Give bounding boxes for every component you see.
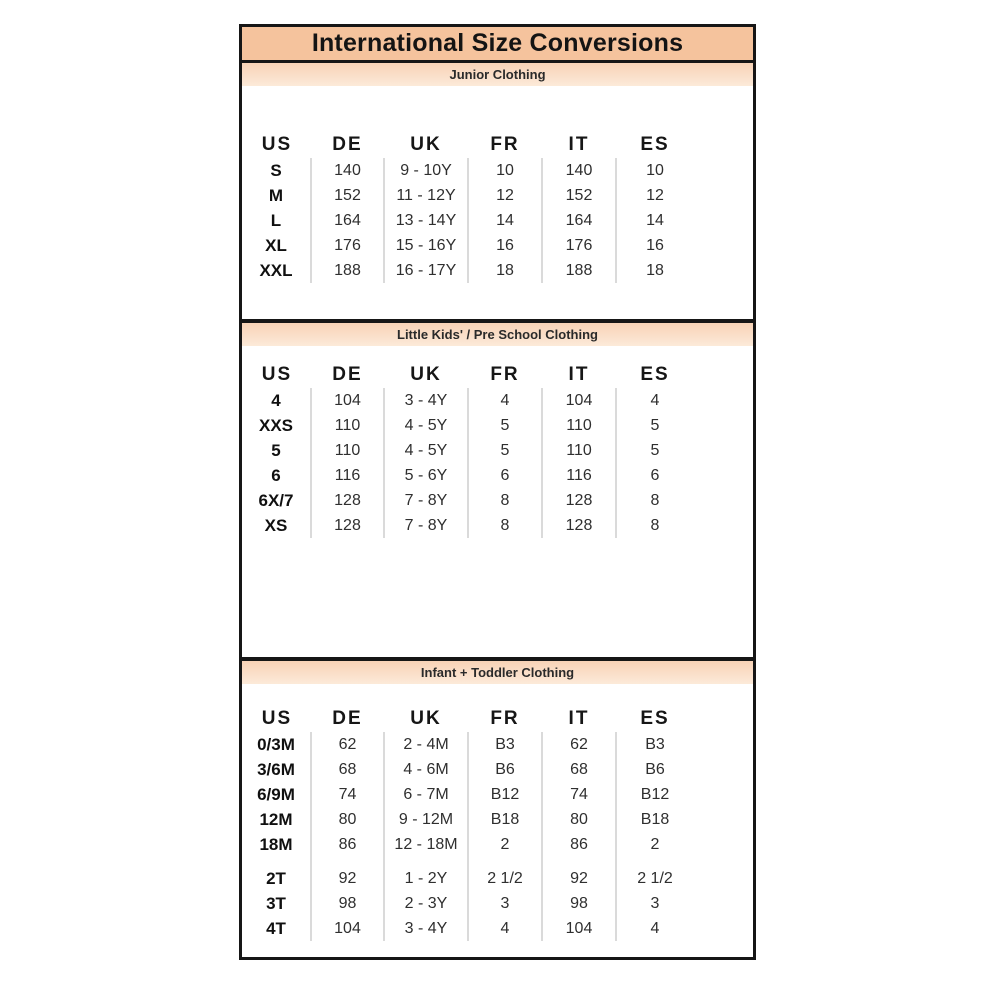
- size-cell: 2 - 4M: [403, 735, 449, 753]
- size-cell: 2: [650, 835, 660, 853]
- row-gap: [543, 857, 615, 866]
- size-cell: 2: [500, 835, 510, 853]
- size-cell: 104: [334, 391, 361, 409]
- column-header: FR: [490, 364, 520, 385]
- size-cell: 12: [496, 186, 514, 204]
- column-values: [310, 732, 383, 941]
- chart-title: International Size Conversions: [242, 27, 753, 63]
- size-cell: B12: [640, 785, 670, 803]
- column-header: UK: [410, 708, 442, 729]
- size-cell: 62: [570, 735, 588, 753]
- column-us: [242, 362, 310, 538]
- row-label: 3T: [266, 893, 286, 913]
- size-cell: 15 - 16Y: [395, 236, 457, 254]
- size-cell: 2 1/2: [487, 869, 523, 887]
- row-label: XXS: [258, 415, 294, 435]
- column-it: [541, 706, 615, 941]
- size-section: [242, 657, 753, 957]
- size-cell: 110: [566, 441, 592, 459]
- column-fr: [467, 132, 541, 283]
- section-label: Little Kids' / Pre School Clothing: [242, 323, 753, 346]
- size-cell: B12: [490, 785, 520, 803]
- row-label: 12M: [259, 809, 293, 829]
- size-cell: 1 - 2Y: [404, 869, 448, 887]
- column-values: [383, 158, 467, 283]
- column-de: [310, 362, 383, 538]
- size-cell: 4: [650, 919, 660, 937]
- size-cell: 2 - 3Y: [404, 894, 448, 912]
- size-cell: 86: [338, 835, 357, 853]
- size-cell: 4: [650, 391, 660, 409]
- columns: [242, 132, 753, 283]
- size-cell: 128: [334, 516, 361, 534]
- column-header: DE: [332, 364, 363, 385]
- column-fr: [467, 706, 541, 941]
- size-cell: 104: [565, 919, 593, 937]
- column-es: [615, 132, 693, 283]
- column-header: ES: [640, 134, 670, 155]
- size-cell: 98: [570, 894, 588, 912]
- size-cell: 16: [646, 236, 664, 254]
- column-uk: [383, 132, 467, 283]
- row-label: 2T: [266, 868, 286, 888]
- row-gap: [617, 857, 693, 866]
- size-cell: 110: [334, 441, 361, 459]
- size-cell: 8: [650, 491, 660, 509]
- column-header: US: [261, 708, 293, 729]
- size-cell: 2 1/2: [637, 869, 673, 887]
- row-gap: [312, 857, 383, 866]
- column-values: [615, 388, 693, 538]
- size-cell: B3: [495, 735, 515, 753]
- row-label: L: [270, 210, 282, 230]
- size-cell: 164: [334, 211, 361, 229]
- size-cell: 110: [334, 416, 361, 434]
- column-values: [467, 158, 541, 283]
- size-cell: B18: [490, 810, 520, 828]
- column-header: UK: [410, 364, 442, 385]
- size-cell: 6: [650, 466, 660, 484]
- size-cell: 98: [338, 894, 357, 912]
- size-cell: 14: [496, 211, 514, 229]
- size-cell: 128: [334, 491, 361, 509]
- size-cell: 5: [500, 441, 510, 459]
- column-header: IT: [568, 364, 590, 385]
- row-label: M: [268, 185, 284, 205]
- row-label: 18M: [259, 834, 293, 854]
- column-header: DE: [332, 708, 363, 729]
- size-conversion-chart: [239, 24, 756, 960]
- row-gap: [469, 857, 541, 866]
- size-cell: 6: [500, 466, 510, 484]
- column-es: [615, 362, 693, 538]
- size-cell: 86: [570, 835, 588, 853]
- size-cell: 80: [338, 810, 357, 828]
- size-cell: 74: [338, 785, 357, 803]
- column-values: [467, 732, 541, 941]
- size-cell: 116: [334, 466, 361, 484]
- size-cell: 4 - 6M: [403, 760, 449, 778]
- size-cell: B6: [645, 760, 665, 778]
- column-header: US: [261, 134, 293, 155]
- size-cell: 164: [565, 211, 593, 229]
- size-cell: B18: [640, 810, 670, 828]
- size-cell: 104: [334, 919, 361, 937]
- row-label: 0/3M: [257, 734, 295, 754]
- column-header: FR: [490, 134, 520, 155]
- size-cell: 5: [650, 416, 660, 434]
- columns: [242, 362, 753, 538]
- column-header: IT: [568, 134, 590, 155]
- section-label: Junior Clothing: [242, 63, 753, 86]
- column-us: [242, 132, 310, 283]
- size-cell: 12 - 18M: [394, 835, 458, 853]
- column-values: [467, 388, 541, 538]
- size-cell: 188: [334, 261, 361, 279]
- size-cell: 3 - 4Y: [404, 391, 448, 409]
- column-uk: [383, 706, 467, 941]
- size-cell: 4 - 5Y: [404, 441, 448, 459]
- column-values: [310, 158, 383, 283]
- size-cell: 74: [570, 785, 588, 803]
- column-values: [242, 388, 310, 538]
- row-label: XS: [264, 515, 288, 535]
- column-es: [615, 706, 693, 941]
- row-label: 6X/7: [258, 490, 294, 510]
- size-cell: 176: [565, 236, 593, 254]
- size-cell: B6: [495, 760, 515, 778]
- column-header: ES: [640, 708, 670, 729]
- size-cell: 116: [566, 466, 592, 484]
- size-cell: 3: [650, 894, 660, 912]
- column-header: FR: [490, 708, 520, 729]
- size-cell: 92: [338, 869, 357, 887]
- size-cell: 9 - 10Y: [400, 161, 452, 179]
- size-cell: 3: [500, 894, 510, 912]
- size-cell: 176: [334, 236, 361, 254]
- size-cell: 12: [646, 186, 664, 204]
- size-cell: 68: [570, 760, 588, 778]
- size-cell: 11 - 12Y: [396, 186, 456, 204]
- size-cell: 5: [650, 441, 660, 459]
- column-values: [541, 388, 615, 538]
- size-cell: 14: [646, 211, 664, 229]
- column-values: [615, 732, 693, 941]
- row-gap: [385, 857, 467, 866]
- row-label: 6: [271, 465, 281, 485]
- size-cell: 110: [566, 416, 592, 434]
- column-values: [541, 158, 615, 283]
- size-cell: 18: [496, 261, 514, 279]
- column-it: [541, 362, 615, 538]
- column-header: US: [261, 364, 293, 385]
- row-label: 4: [271, 390, 281, 410]
- row-label: 4T: [266, 918, 286, 938]
- size-cell: 80: [570, 810, 588, 828]
- size-cell: 8: [500, 491, 510, 509]
- row-label: 3/6M: [257, 759, 295, 779]
- size-cell: 6 - 7M: [403, 785, 449, 803]
- size-cell: 5 - 6Y: [404, 466, 448, 484]
- size-cell: 4: [500, 391, 510, 409]
- size-cell: 18: [646, 261, 664, 279]
- size-cell: 152: [334, 186, 361, 204]
- column-de: [310, 706, 383, 941]
- size-cell: 68: [338, 760, 357, 778]
- size-cell: 16 - 17Y: [395, 261, 457, 279]
- size-cell: 8: [650, 516, 660, 534]
- size-cell: 10: [646, 161, 664, 179]
- size-section: [242, 319, 753, 657]
- size-cell: B3: [645, 735, 665, 753]
- row-label: XXL: [259, 260, 293, 280]
- size-cell: 92: [570, 869, 588, 887]
- size-cell: 7 - 8Y: [404, 516, 448, 534]
- column-header: DE: [332, 134, 363, 155]
- size-cell: 8: [500, 516, 510, 534]
- size-cell: 188: [565, 261, 593, 279]
- size-cell: 128: [565, 516, 593, 534]
- columns: [242, 706, 753, 941]
- column-header: ES: [640, 364, 670, 385]
- size-cell: 3 - 4Y: [404, 919, 448, 937]
- size-cell: 152: [565, 186, 593, 204]
- column-values: [310, 388, 383, 538]
- row-label: 5: [271, 440, 281, 460]
- size-cell: 4: [500, 919, 510, 937]
- row-label: S: [270, 160, 282, 180]
- column-values: [383, 732, 467, 941]
- section-label: Infant + Toddler Clothing: [242, 661, 753, 684]
- size-section: [242, 63, 753, 319]
- column-de: [310, 132, 383, 283]
- row-label: XL: [265, 235, 287, 255]
- column-values: [541, 732, 615, 941]
- column-uk: [383, 362, 467, 538]
- size-cell: 16: [496, 236, 514, 254]
- size-cell: 13 - 14Y: [395, 211, 457, 229]
- sections: [242, 63, 753, 957]
- column-fr: [467, 362, 541, 538]
- size-cell: 5: [500, 416, 510, 434]
- size-cell: 7 - 8Y: [404, 491, 448, 509]
- row-gap: [242, 857, 310, 866]
- size-cell: 128: [565, 491, 593, 509]
- size-cell: 140: [565, 161, 593, 179]
- row-label: 6/9M: [257, 784, 295, 804]
- size-cell: 10: [496, 161, 514, 179]
- size-cell: 9 - 12M: [398, 810, 454, 828]
- column-us: [242, 706, 310, 941]
- column-it: [541, 132, 615, 283]
- column-header: IT: [568, 708, 590, 729]
- column-header: UK: [410, 134, 442, 155]
- column-values: [615, 158, 693, 283]
- size-cell: 140: [334, 161, 361, 179]
- size-cell: 104: [565, 391, 593, 409]
- size-cell: 62: [338, 735, 357, 753]
- column-values: [383, 388, 467, 538]
- column-values: [242, 158, 310, 283]
- size-cell: 4 - 5Y: [404, 416, 448, 434]
- column-values: [242, 732, 310, 941]
